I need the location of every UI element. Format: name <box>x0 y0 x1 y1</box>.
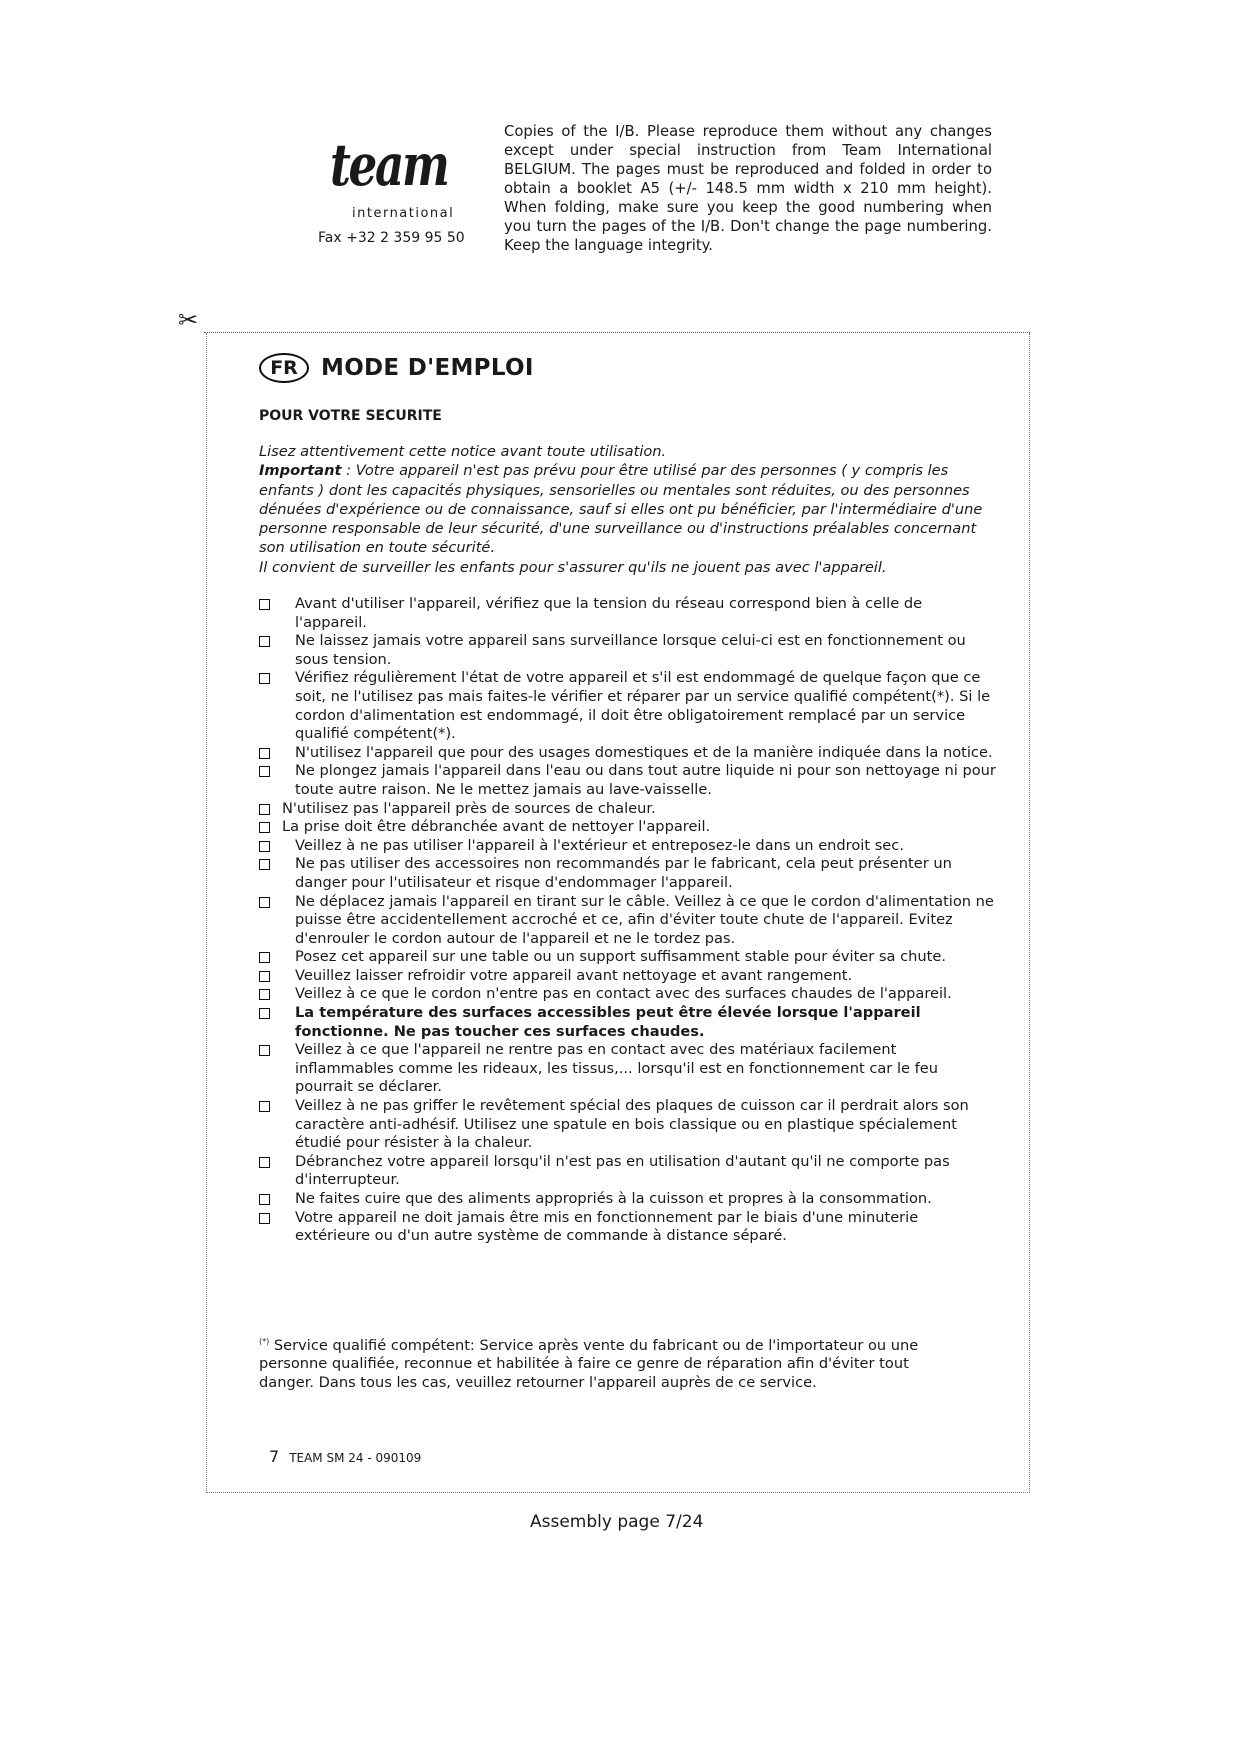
checkbox-icon <box>259 822 270 833</box>
checkbox-icon <box>259 599 270 610</box>
checkbox-icon <box>259 673 270 684</box>
checkbox-icon <box>259 859 270 870</box>
list-item: Ne faites cuire que des aliments appropriés à la cuisson et propres à la consommation. <box>259 1190 997 1209</box>
list-item: Ne plongez jamais l'appareil dans l'eau ou dans tout autre liquide ni pour son nettoyage ni pour toute autre raison. Ne le mettez jamais au lave-vaisselle. <box>259 762 997 799</box>
checkbox-icon <box>259 748 270 759</box>
list-item: Ne laissez jamais votre appareil sans surveillance lorsque celui-ci est en fonctionnement ou sous tension. <box>259 632 997 669</box>
page-footer <box>269 1447 421 1466</box>
footnote-text: Service qualifié compétent: Service après vente du fabricant ou de l'importateur ou une personne qualifiée, reconnue et habilitée à faire ce genre de réparation afin d'éviter tout danger. Dans tous les cas, veuillez retourner l'appareil auprès de ce service. <box>259 1336 919 1392</box>
list-item: Ne pas utiliser des accessoires non recommandés par le fabricant, cela peut présenter un danger pour l'utilisateur et risque d'endommager l'appareil. <box>259 855 997 892</box>
checkbox-icon <box>259 1194 270 1205</box>
intro-line: Il convient de surveiller les enfants pour s'assurer qu'ils ne jouent pas avec l'appareil. <box>259 558 887 576</box>
list-item: Posez cet appareil sur une table ou un support suffisamment stable pour éviter sa chute. <box>259 948 997 967</box>
list-item: La prise doit être débranchée avant de nettoyer l'appareil. <box>259 818 997 837</box>
checkbox-icon <box>259 971 270 982</box>
checkbox-icon <box>259 841 270 852</box>
logo-subtitle: international <box>352 206 455 221</box>
fax-number: Fax +32 2 359 95 50 <box>318 230 465 246</box>
list-item: Veillez à ne pas utiliser l'appareil à l'extérieur et entreposez-le dans un endroit sec. <box>259 837 997 856</box>
list-item: N'utilisez l'appareil que pour des usages domestiques et de la manière indiquée dans la notice. <box>259 744 997 763</box>
checkbox-icon <box>259 804 270 815</box>
checkbox-icon <box>259 1101 270 1112</box>
list-item: La température des surfaces accessibles peut être élevée lorsque l'appareil fonctionne. Ne pas toucher ces surfaces chaudes. <box>259 1004 997 1041</box>
list-item: Avant d'utiliser l'appareil, vérifiez que la tension du réseau correspond bien à celle de l'appareil. <box>259 595 997 632</box>
checkbox-icon <box>259 1157 270 1168</box>
list-item: Votre appareil ne doit jamais être mis en fonctionnement par le biais d'une minuterie extérieure ou d'un autre système de commande à distance séparé. <box>259 1209 997 1246</box>
important-paragraph <box>259 461 989 557</box>
checkbox-icon <box>259 1008 270 1019</box>
list-item: Veillez à ne pas griffer le revêtement spécial des plaques de cuisson car il perdrait alors son caractère anti-adhésif. Utilisez une spatule en bois classique ou en plastique spécialement étudié pour résister à la chaleur. <box>259 1097 997 1153</box>
checkbox-icon <box>259 1045 270 1056</box>
checkbox-icon <box>259 636 270 647</box>
safety-instructions-list <box>259 595 997 1246</box>
checkbox-icon <box>259 952 270 963</box>
checkbox-icon <box>259 989 270 1000</box>
page-number: 7 <box>269 1447 280 1466</box>
language-badge: FR <box>259 353 309 383</box>
important-label: Important <box>259 462 342 480</box>
list-item: Vérifiez régulièrement l'état de votre appareil et s'il est endommagé de quelque façon que ce soit, ne l'utilisez pas mais faites-le vérifier et réparer par un service qualifié compétent(*). Si le cordon d'alimentation est endommagé, il doit être obligatoirement remplacé par un service qualifié compétent(*). <box>259 669 997 743</box>
list-item: Veillez à ce que le cordon n'entre pas en contact avec des surfaces chaudes de l'appareil. <box>259 985 997 1004</box>
title-row <box>259 353 534 383</box>
scissors-icon: ✂ <box>178 306 199 334</box>
model-code: TEAM SM 24 - 090109 <box>289 1451 422 1465</box>
intro-line: Lisez attentivement cette notice avant toute utilisation. <box>259 443 667 460</box>
list-item: Veuillez laisser refroidir votre appareil avant nettoyage et avant rangement. <box>259 967 997 986</box>
list-item: N'utilisez pas l'appareil près de sources de chaleur. <box>259 800 997 819</box>
checkbox-icon <box>259 897 270 908</box>
footnote-mark: (*) <box>259 1337 270 1346</box>
list-item: Ne déplacez jamais l'appareil en tirant sur le câble. Veillez à ce que le cordon d'alimentation ne puisse être accidentellement accroché et ce, afin d'éviter toute chute de l'appareil. Evitez d'enrouler le cordon autour de l'appareil et ne le tordez pas. <box>259 893 997 949</box>
manual-page <box>206 333 1030 1493</box>
team-international-logo <box>330 118 460 228</box>
section-heading: POUR VOTRE SECURITE <box>259 408 442 424</box>
logo-wordmark: team <box>330 131 448 199</box>
footnote <box>259 1333 959 1393</box>
page-title: MODE D'EMPLOI <box>321 355 534 381</box>
intro-block <box>259 442 989 577</box>
important-text: : Votre appareil n'est pas prévu pour être utilisé par des personnes ( y compris les enfants ) dont les capacités physiques, sensorielles ou mentales sont réduites, ou des personnes dénuées d'expérience ou de connaissance, sauf si elles ont pu bénéficier, par l'intermédiaire d'une personne responsable de leur sécurité, d'une surveillance ou d'instructions préalables concernant son utilisation en toute sécurité. <box>259 462 983 557</box>
list-item: Débranchez votre appareil lorsqu'il n'est pas en utilisation d'autant qu'il ne comporte pas d'interrupteur. <box>259 1153 997 1190</box>
list-item: Veillez à ce que l'appareil ne rentre pas en contact avec des matériaux facilement inflammables comme les rideaux, les tissus,... lorsqu'il est en fonctionnement car le feu pourrait se déclarer. <box>259 1041 997 1097</box>
checkbox-icon <box>259 1213 270 1224</box>
assembly-page-label: Assembly page 7/24 <box>530 1512 704 1532</box>
checkbox-icon <box>259 766 270 777</box>
reproduction-instructions: Copies of the I/B. Please reproduce them without any changes except under special instruction from Team International BELGIUM. The pages must be reproduced and folded in order to obtain a booklet A5 (+/- 148.5 mm width x 210 mm height). When folding, make sure you keep the good numbering when you turn the pages of the I/B. Don't change the page numbering. Keep the language integrity. <box>504 123 992 254</box>
